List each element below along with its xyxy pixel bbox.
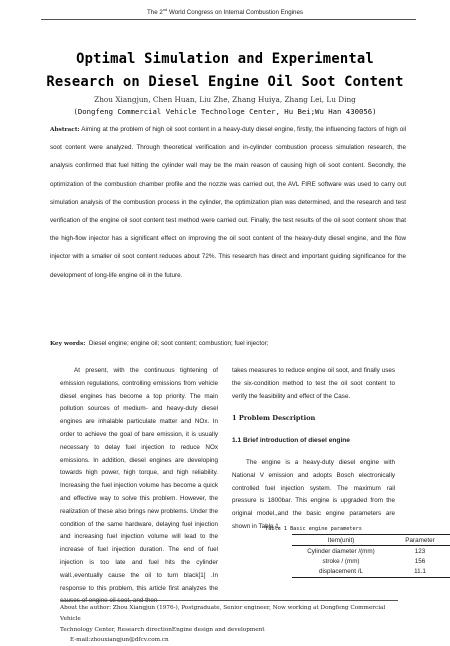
table-row bbox=[292, 567, 450, 578]
keywords-label: Key words: bbox=[50, 341, 86, 347]
table-cell: 11.1 bbox=[414, 568, 426, 576]
abstract-text: Aiming at the problem of high oil soot content in a heavy-duty diesel engine, firstly, the influencing factors of high oil soot content were analyzed. Through theoretical verification and in-cylinder combustion process simulation research, the analysis confirmed that fuel hitting the cylinder wall may be the main reason of causing high oil soot content. Secondly, the optimization of the combustion chamber profile and the nozzle was carried out, the AVL FIRE software was used to carry out simulation analysis of the combustion process in the cylinder, the optimization plan was determined, and the research and test verification of the engine oil soot content test method were carried out. Finally, the test results of the oil soot content show that the high-flow injector has a significant effect on improving the oil soot content of the heavy-duty diesel engine, and the flow injector with a smaller oil soot content reduces about 72%. This research has direct and important guiding significance for the development of long-life engine oil in the future. bbox=[50, 126, 407, 279]
table-cell: 123 bbox=[414, 547, 426, 555]
header-rule bbox=[41, 19, 416, 20]
table-row bbox=[292, 546, 450, 557]
intro-continuation: takes measures to reduce engine oil soot, and finally uses the six-condition method to test the oil soot content to verify the feasibility and effect of the Case. bbox=[232, 367, 395, 400]
subsection-heading-1-1: 1.1 Brief introduction of diesel engine bbox=[232, 437, 350, 445]
abstract-label: Abstract: bbox=[50, 127, 80, 133]
footnote-rule bbox=[60, 600, 398, 601]
section-heading-1: 1 Problem Description bbox=[232, 414, 316, 423]
affiliation: (Dongfeng Commercial Vehicle Technologe Center, Hu Bei;Wu Han 430056) bbox=[73, 107, 377, 116]
table-cell: 156 bbox=[414, 557, 426, 565]
title-line-1: Optimal Simulation and Experimental bbox=[76, 51, 374, 67]
author-footnote bbox=[60, 603, 405, 646]
table-row bbox=[292, 556, 450, 566]
abstract bbox=[50, 121, 406, 285]
right-column bbox=[232, 365, 395, 534]
page-header: The 2nd World Congress on Internal Combustion Engines bbox=[146, 7, 304, 17]
engine-parameters-table bbox=[292, 534, 450, 578]
keywords-text: Diesel engine; engine oil; soot content; combustion; fuel injector; bbox=[88, 340, 269, 347]
table-cell: Cylinder diameter /(mm) bbox=[307, 547, 375, 555]
title-line-2: Research on Diesel Engine Oil Soot Content bbox=[46, 74, 404, 90]
table-cell: displacement /L bbox=[318, 568, 364, 576]
keywords bbox=[50, 340, 406, 347]
table-caption: Table 1 Basic engine parameters bbox=[265, 526, 362, 532]
table-header-parameter: Parameter bbox=[405, 536, 435, 544]
footnote-email: E-mail:zhouxiangjun@dfcv.com.cn bbox=[70, 637, 169, 644]
header-superscript: nd bbox=[162, 7, 168, 12]
table-cell: stroke / (mm) bbox=[322, 557, 360, 565]
author-list: Zhou Xiangjun, Chen Huan, Liu Zhe, Zhang Huiya, Zhang Lei, Lu Ding bbox=[94, 95, 356, 104]
intro-paragraph: At present, with the continuous tightening of emission regulations, controlling emissions from vehicle diesel engines has become a top priority. The main pollution sources of medium- and heavy-duty diesel engines are inhalable particulate matter and NOx. In order to achieve the goal of bare emission, it is usually necessary to delay fuel injection to reduce NOx emissions. In addition, diesel engines are developing towards high power, high torque, and high reliability. Increasing the fuel injection volume has become a quick and effective way to solve this problem. However, the realization of these also brings new problems. Under the condition of the same hardware, delaying fuel injection and increasing fuel injection volume will lead to the increase of fuel injection duration. The end of fuel injection is too late and fuel hits the cylinder wall.,eventually cause the oil to turn black[1] .In response to this problem, this article first analyzes the causes of engine oil soot, and then bbox=[60, 367, 218, 605]
footnote-line-1: About the author: Zhou Xiangjun (1976-), Postgraduate, Senior engineer, Now working at Dongfeng Commercial Vehicle bbox=[60, 605, 386, 622]
table-header-row bbox=[292, 535, 450, 546]
left-column bbox=[60, 365, 218, 608]
table-header-item: Item(unit) bbox=[327, 536, 355, 544]
engine-paragraph: The engine is a heavy-duty diesel engine with National V emission and adopts Bosch electronically controlled fuel injection system. The maximum rail pressure is 1800bar. This engine is upgraded from the original model.,and the basic engine parameters are shown in Table 1. bbox=[232, 458, 395, 530]
footnote-line-2: Technology Center, Research directionEngine design and development bbox=[60, 626, 265, 633]
